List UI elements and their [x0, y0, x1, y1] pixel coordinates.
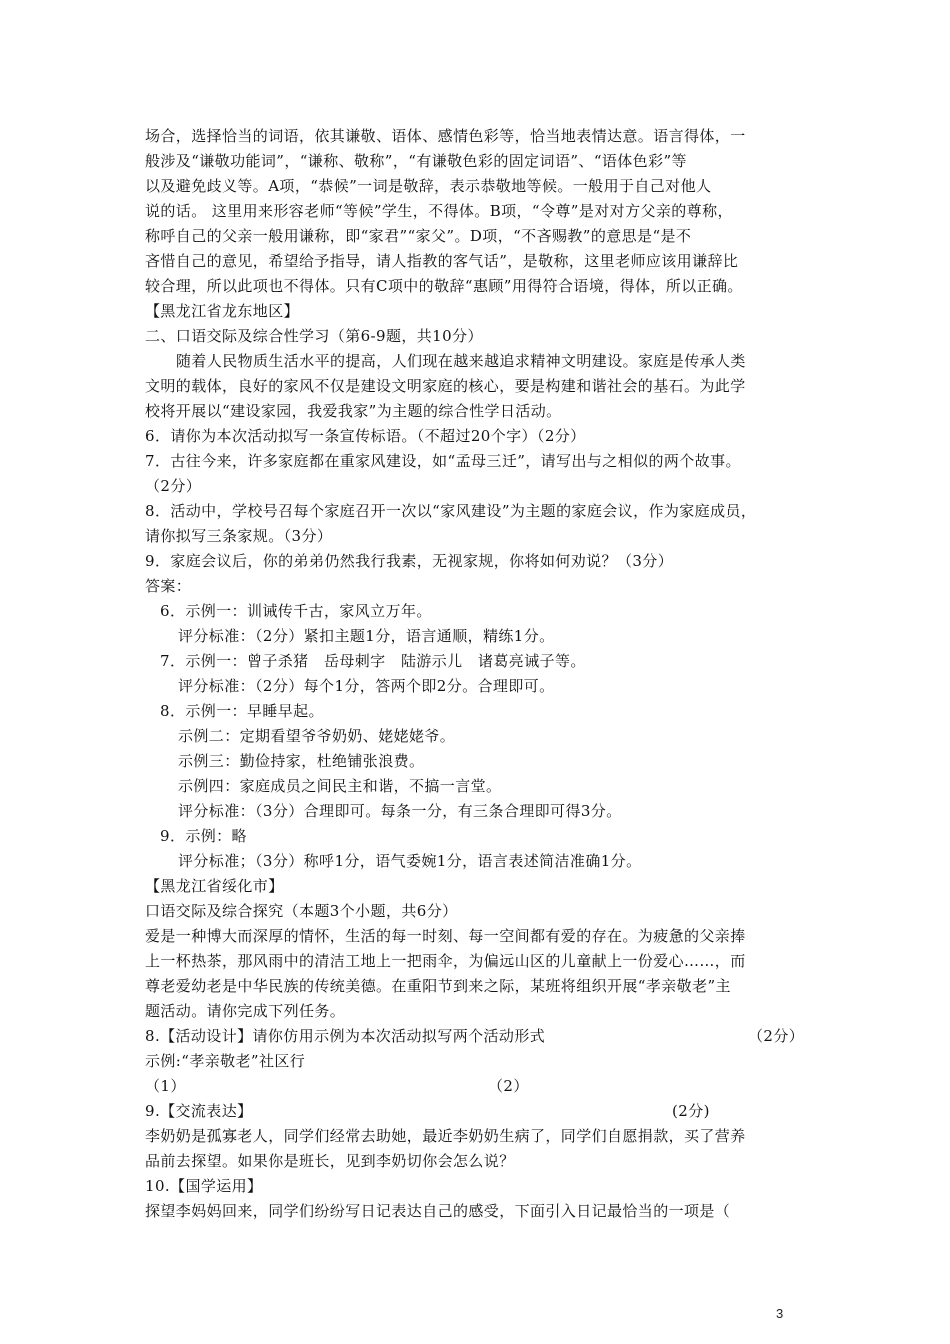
section-title: 二、口语交际及综合性学习（第6-9题，共10分）	[145, 327, 483, 345]
example-line: 示例三：勤俭持家，杜绝铺张浪费。	[178, 752, 425, 770]
text-line: 品前去探望。如果你是班长，见到李奶切你会怎么说？	[145, 1152, 515, 1170]
text-line: 李奶奶是孤寡老人，同学们经常去助她，最近李奶奶生病了，同学们自愿捐款，买了营养	[145, 1127, 746, 1145]
text-line: 吝惜自己的意见，希望给予指导，请人指教的客气话”，是敬称，这里老师应该用谦辞比	[145, 252, 739, 270]
answer-6: 6．示例一：训诫传千古，家风立万年。	[160, 602, 432, 620]
section-title: 口语交际及综合探究（本题3个小题，共6分）	[145, 902, 458, 920]
example-line: 示例二：定期看望爷爷奶奶、姥姥姥爷。	[178, 727, 456, 745]
scoring-criteria: 评分标准：（2分）紧扣主题1分，语言通顺，精练1分。	[178, 627, 555, 645]
text-line: 称呼自己的父亲一般用谦称，即“家君”“家父”。D项，“不吝赐教”的意思是“是不	[145, 227, 692, 245]
paragraph-start: 随着人民物质生活水平的提高，人们现在越来越追求精神文明建设。家庭是传承人类	[176, 352, 746, 370]
answer-9: 9．示例：略	[160, 827, 247, 845]
text-line: 说的话。 这里用来形容老师“等候”学生，不得体。B项，“令尊”是对对方父亲的尊称，	[145, 202, 733, 220]
text-line: 以及避免歧义等。A项，“恭候”一词是敬辞，表示恭敬地等候。一般用于自己对他人	[145, 177, 712, 195]
text-line: 尊老爱幼老是中华民族的传统美德。在重阳节到来之际，某班将组织开展“孝亲敬老”主	[145, 977, 731, 995]
question-9: 9．家庭会议后，你的弟弟仍然我行我素，无视家规，你将如何劝说？（3分）	[145, 552, 674, 570]
scoring-criteria: 评分标准：（2分）每个1分，答两个即2分。合理即可。	[178, 677, 555, 695]
answer-heading: 答案：	[145, 577, 192, 595]
question-10: 10.【国学运用】	[145, 1177, 263, 1195]
text-line: 较合理，所以此项也不得体。只有C项中的敬辞“惠顾”用得符合语境，得体，所以正确。	[145, 277, 743, 295]
scoring-criteria: 评分标准；（3分）称呼1分，语气委婉1分，语言表述简洁准确1分。	[178, 852, 642, 870]
section-heading: 【黑龙江省龙东地区】	[145, 302, 300, 320]
text-line: 文明的载体，良好的家风不仅是建设文明家庭的核心，要是构建和谐社会的基石。为此学	[145, 377, 746, 395]
answer-7: 7．示例一：曾子杀猪 岳母刺字 陆游示儿 诸葛亮诫子等。	[160, 652, 586, 670]
example-line: 示例:“孝亲敬老”社区行	[145, 1052, 306, 1070]
score-label: （2分）	[748, 1027, 805, 1045]
text-line: 爱是一种博大而深厚的情怀，生活的每一时刻、每一空间都有爱的存在。为疲惫的父亲捧	[145, 927, 746, 945]
question-6: 6．请你为本次活动拟写一条宣传标语。（不超过20个字）（2分）	[145, 427, 586, 445]
scoring-criteria: 评分标准：（3分）合理即可。每条一分，有三条合理即可得3分。	[178, 802, 622, 820]
blank-item-1: （1）	[145, 1077, 186, 1095]
text-line: 校将开展以“建设家园，我爱我家”为主题的综合性学日活动。	[145, 402, 562, 420]
question-8: 8．活动中，学校号召每个家庭召开一次以“家风建设”为主题的家庭会议，作为家庭成员，	[145, 502, 757, 520]
question-9-exchange: 9.【交流表达】	[145, 1102, 253, 1120]
question-8-activity: 8.【活动设计】请你仿用示例为本次活动拟写两个活动形式	[145, 1027, 546, 1045]
answer-8: 8．示例一：早睡早起。	[160, 702, 324, 720]
question-7: 7．古往今来，许多家庭都在重家风建设，如“孟母三迁”，请写出与之相似的两个故事。	[145, 452, 741, 470]
text-line: 场合，选择恰当的词语，依其谦敬、语体、感情色彩等，恰当地表情达意。语言得体，一	[145, 127, 746, 145]
text-line: 题活动。请你完成下列任务。	[145, 1002, 346, 1020]
section-heading: 【黑龙江省绥化市】	[145, 877, 284, 895]
question-7-score: （2分）	[145, 477, 202, 495]
blank-item-2: （2）	[488, 1077, 529, 1095]
example-line: 示例四：家庭成员之间民主和谐，不搞一言堂。	[178, 777, 502, 795]
text-line: 般涉及“谦敬功能词”，“谦称、敬称”，“有谦敬色彩的固定词语”、“语体色彩”等	[145, 152, 687, 170]
text-line: 上一杯热茶，那风雨中的清洁工地上一把雨伞，为偏远山区的儿童献上一份爱心……，而	[145, 952, 746, 970]
score-label: (2分)	[672, 1102, 710, 1120]
text-line: 探望李妈妈回来，同学们纷纷写日记表达自己的感受，下面引入日记最恰当的一项是（	[145, 1202, 731, 1220]
text-line: 请你拟写三条家规。（3分）	[145, 527, 333, 545]
page-number: 3	[776, 1306, 784, 1321]
